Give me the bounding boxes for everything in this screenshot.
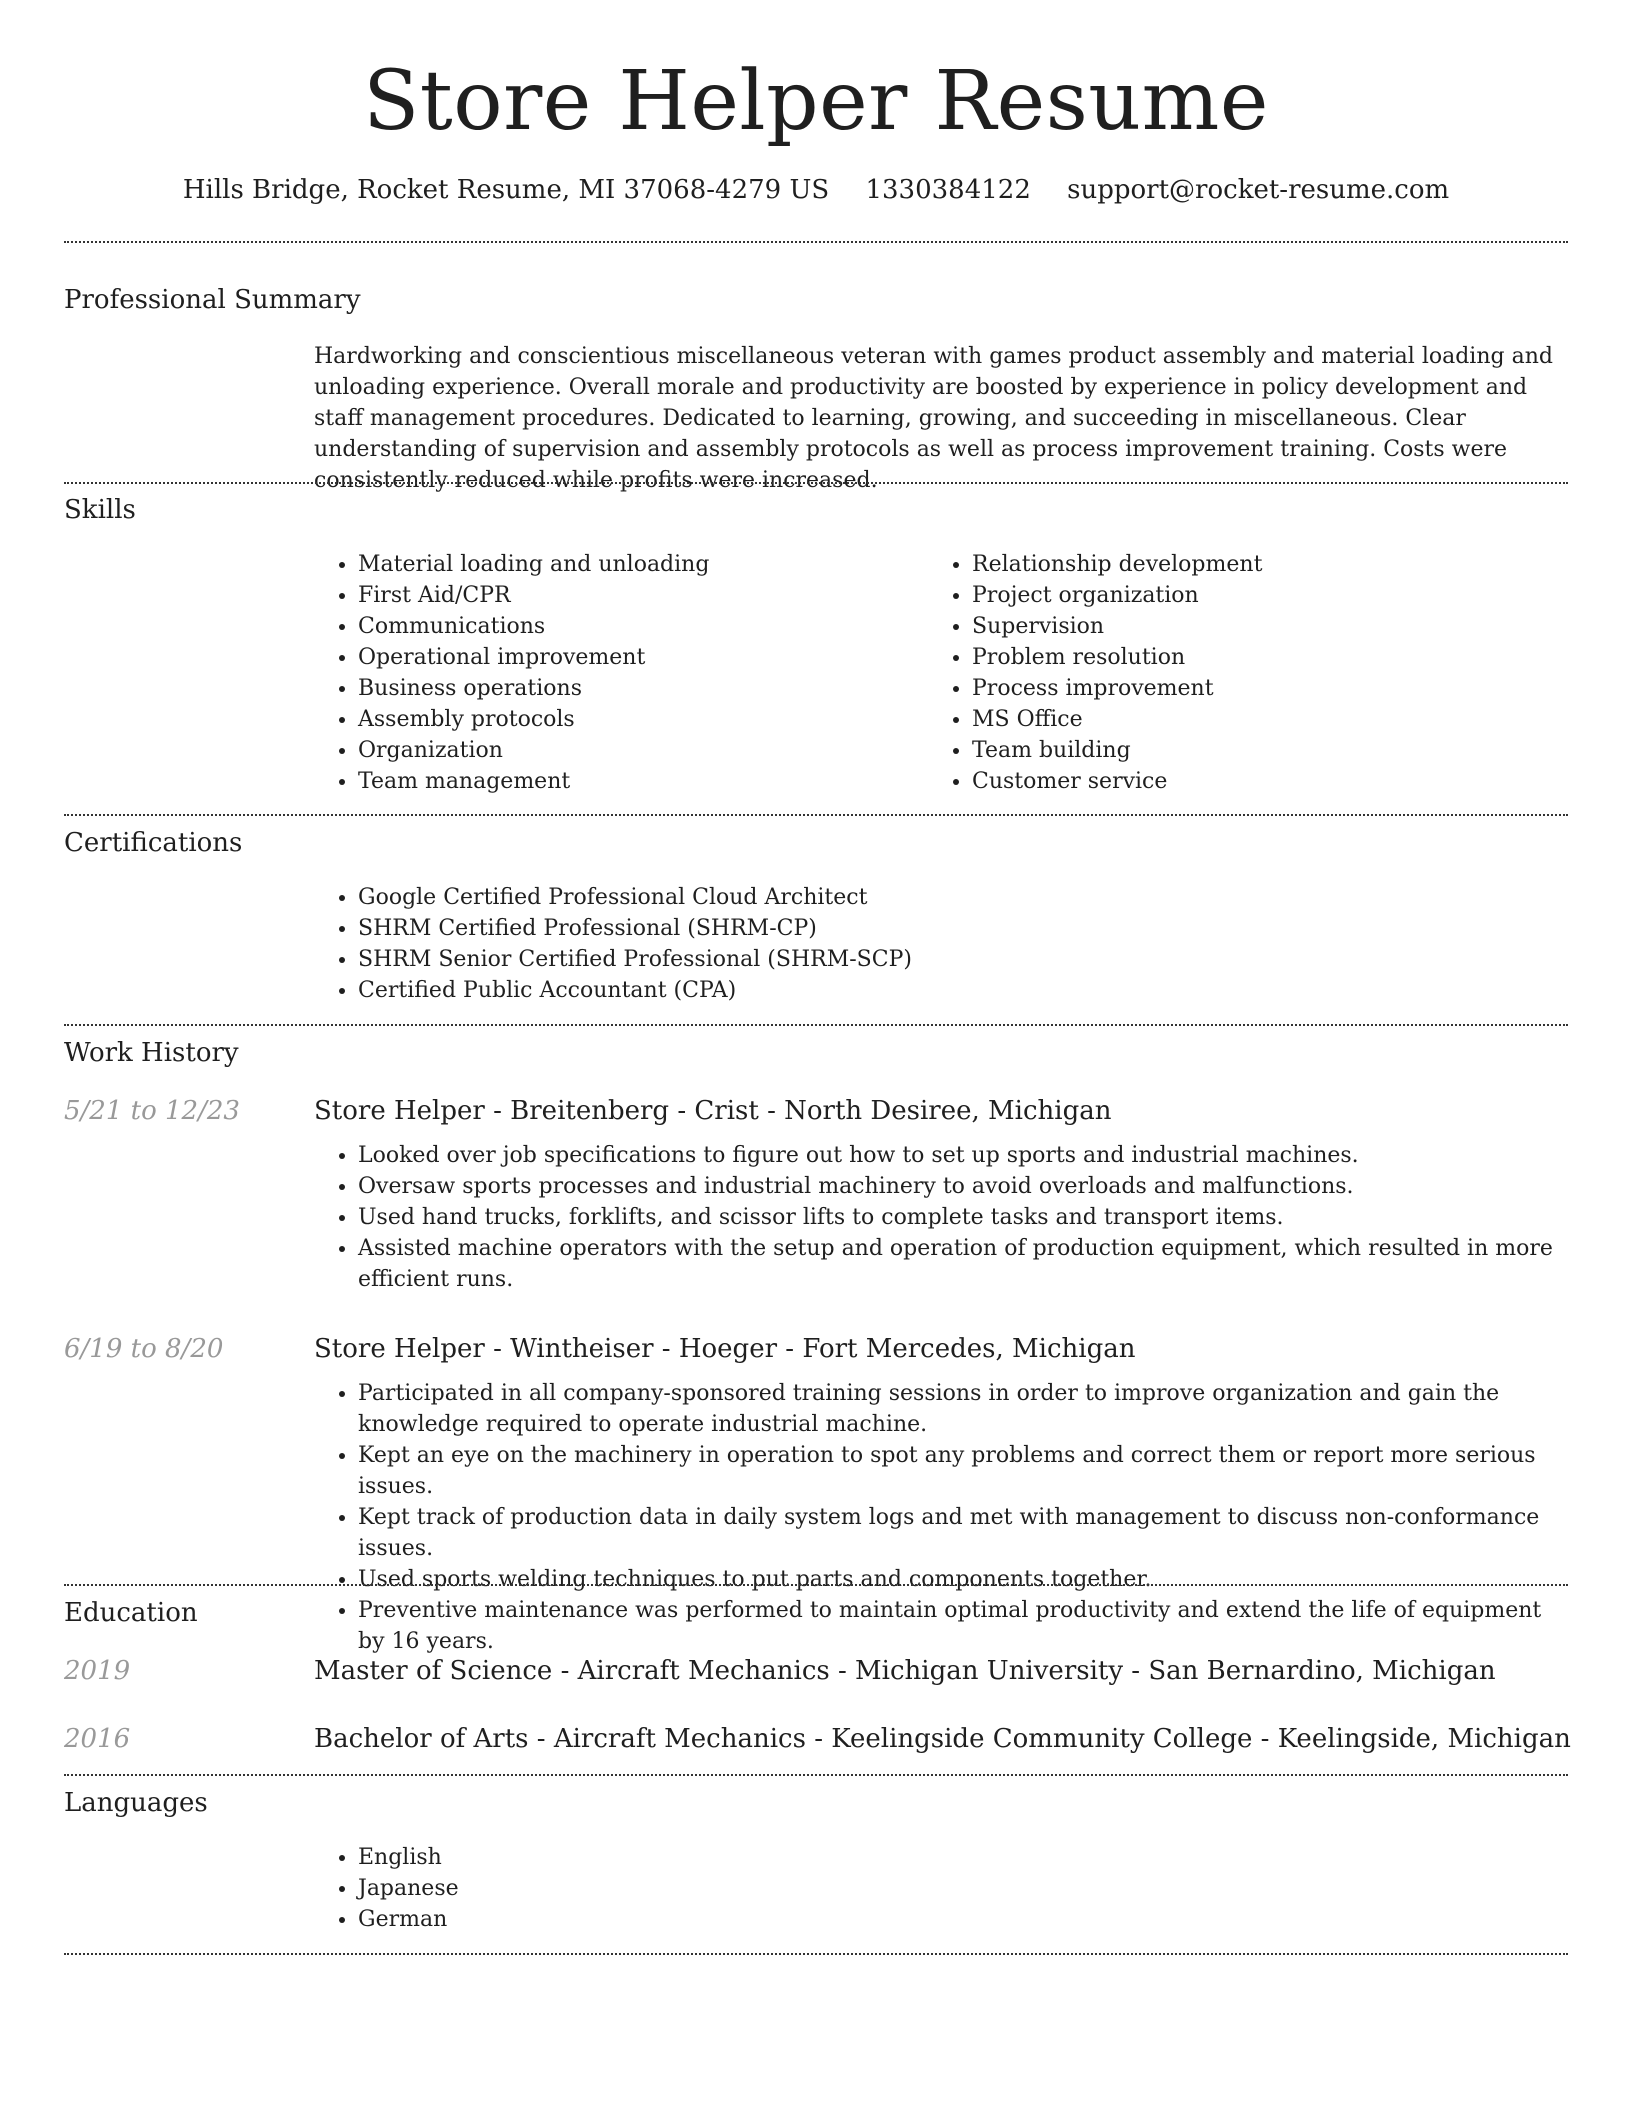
- list-item: • First Aid/CPR: [358, 580, 928, 611]
- list-item: • English: [358, 1842, 1568, 1873]
- list-item: • Kept an eye on the machinery in operation to spot any problems and correct them or report more serious issues.: [358, 1440, 1568, 1502]
- education-year: 2019: [64, 1656, 131, 1686]
- page-title: Store Helper Resume: [363, 54, 1269, 149]
- list-item: • Japanese: [358, 1873, 1568, 1904]
- education-year: 2016: [64, 1724, 131, 1754]
- certifications-list: [314, 882, 1568, 1006]
- contact-address: Hills Bridge, Rocket Resume, MI 37068-4279 US: [182, 175, 830, 205]
- list-item: • Team management: [358, 766, 928, 797]
- list-item: • MS Office: [972, 704, 1542, 735]
- summary-text: Hardworking and conscientious miscellaneous veteran with games product assembly and material loading and unloading experience. Overall morale and productivity are boosted by experience in policy development and staff management procedures. Dedicated to learning, growing, and succeeding in miscellaneous. Clear understanding of supervision and assembly protocols as well as process improvement training. Costs were consistently reduced while profits were increased.: [314, 344, 1553, 493]
- list-item: • Communications: [358, 611, 928, 642]
- list-item: • Looked over job specifications to figure out how to set up sports and industrial machines.: [358, 1140, 1568, 1171]
- list-item: • Used hand trucks, forklifts, and scissor lifts to complete tasks and transport items.: [358, 1202, 1568, 1233]
- skills-list-left: [314, 549, 928, 797]
- list-item: • Used sports welding techniques to put parts and components together.: [358, 1564, 1568, 1595]
- list-item: • Oversaw sports processes and industrial machinery to avoid overloads and malfunctions.: [358, 1171, 1568, 1202]
- section-title-skills: Skills: [64, 495, 136, 525]
- job-dates: 6/19 to 8/20: [64, 1334, 224, 1364]
- divider: [64, 1024, 1568, 1026]
- list-item: • Operational improvement: [358, 642, 928, 673]
- job-heading: Store Helper - Wintheiser - Hoeger - Fort Mercedes, Michigan: [314, 1334, 1136, 1364]
- job-entry: [314, 1332, 1568, 1657]
- list-item: • Certified Public Accountant (CPA): [358, 975, 1568, 1006]
- list-item: • Google Certified Professional Cloud Architect: [358, 882, 1568, 913]
- contact-email: support@rocket-resume.com: [1067, 175, 1450, 205]
- education-entry: Bachelor of Arts - Aircraft Mechanics - Keelingside Community College - Keelingside, Michigan: [314, 1724, 1571, 1754]
- list-item: • Preventive maintenance was performed to maintain optimal productivity and extend the life of equipment by 16 years.: [358, 1595, 1568, 1657]
- divider: [64, 1953, 1568, 1955]
- list-item: • Relationship development: [972, 549, 1542, 580]
- list-item: • Assisted machine operators with the setup and operation of production equipment, which resulted in more efficient runs.: [358, 1233, 1568, 1295]
- contact-phone: 1330384122: [865, 175, 1031, 205]
- list-item: • Participated in all company-sponsored training sessions in order to improve organization and gain the knowledge required to operate industrial machine.: [358, 1378, 1568, 1440]
- job-dates: 5/21 to 12/23: [64, 1096, 240, 1126]
- list-item: • Problem resolution: [972, 642, 1542, 673]
- list-item: • SHRM Senior Certified Professional (SHRM-SCP): [358, 944, 1568, 975]
- languages-list: [314, 1842, 1568, 1935]
- list-item: • Process improvement: [972, 673, 1542, 704]
- skills-list-right: [928, 549, 1542, 797]
- list-item: • Project organization: [972, 580, 1542, 611]
- section-title-summary: Professional Summary: [64, 285, 361, 315]
- job-bullets: [314, 1140, 1568, 1295]
- job-entry: [314, 1094, 1568, 1295]
- section-title-education: Education: [64, 1598, 198, 1628]
- list-item: • Material loading and unloading: [358, 549, 928, 580]
- job-heading: Store Helper - Breitenberg - Crist - North Desiree, Michigan: [314, 1096, 1112, 1126]
- section-title-certifications: Certifications: [64, 828, 243, 858]
- list-item: • Assembly protocols: [358, 704, 928, 735]
- list-item: • Team building: [972, 735, 1542, 766]
- list-item: • Business operations: [358, 673, 928, 704]
- divider: [64, 482, 1568, 484]
- contact-line: [0, 170, 1632, 210]
- list-item: • Organization: [358, 735, 928, 766]
- education-entry: Master of Science - Aircraft Mechanics - Michigan University - San Bernardino, Michigan: [314, 1656, 1496, 1686]
- job-bullets: [314, 1378, 1568, 1657]
- divider: [64, 241, 1568, 243]
- list-item: • SHRM Certified Professional (SHRM-CP): [358, 913, 1568, 944]
- section-title-work-history: Work History: [64, 1038, 239, 1068]
- list-item: • Kept track of production data in daily system logs and met with management to discuss non-conformance issues.: [358, 1502, 1568, 1564]
- divider: [64, 814, 1568, 816]
- divider: [64, 1774, 1568, 1776]
- list-item: • Customer service: [972, 766, 1542, 797]
- section-title-languages: Languages: [64, 1788, 208, 1818]
- list-item: • German: [358, 1904, 1568, 1935]
- list-item: • Supervision: [972, 611, 1542, 642]
- divider: [64, 1584, 1568, 1586]
